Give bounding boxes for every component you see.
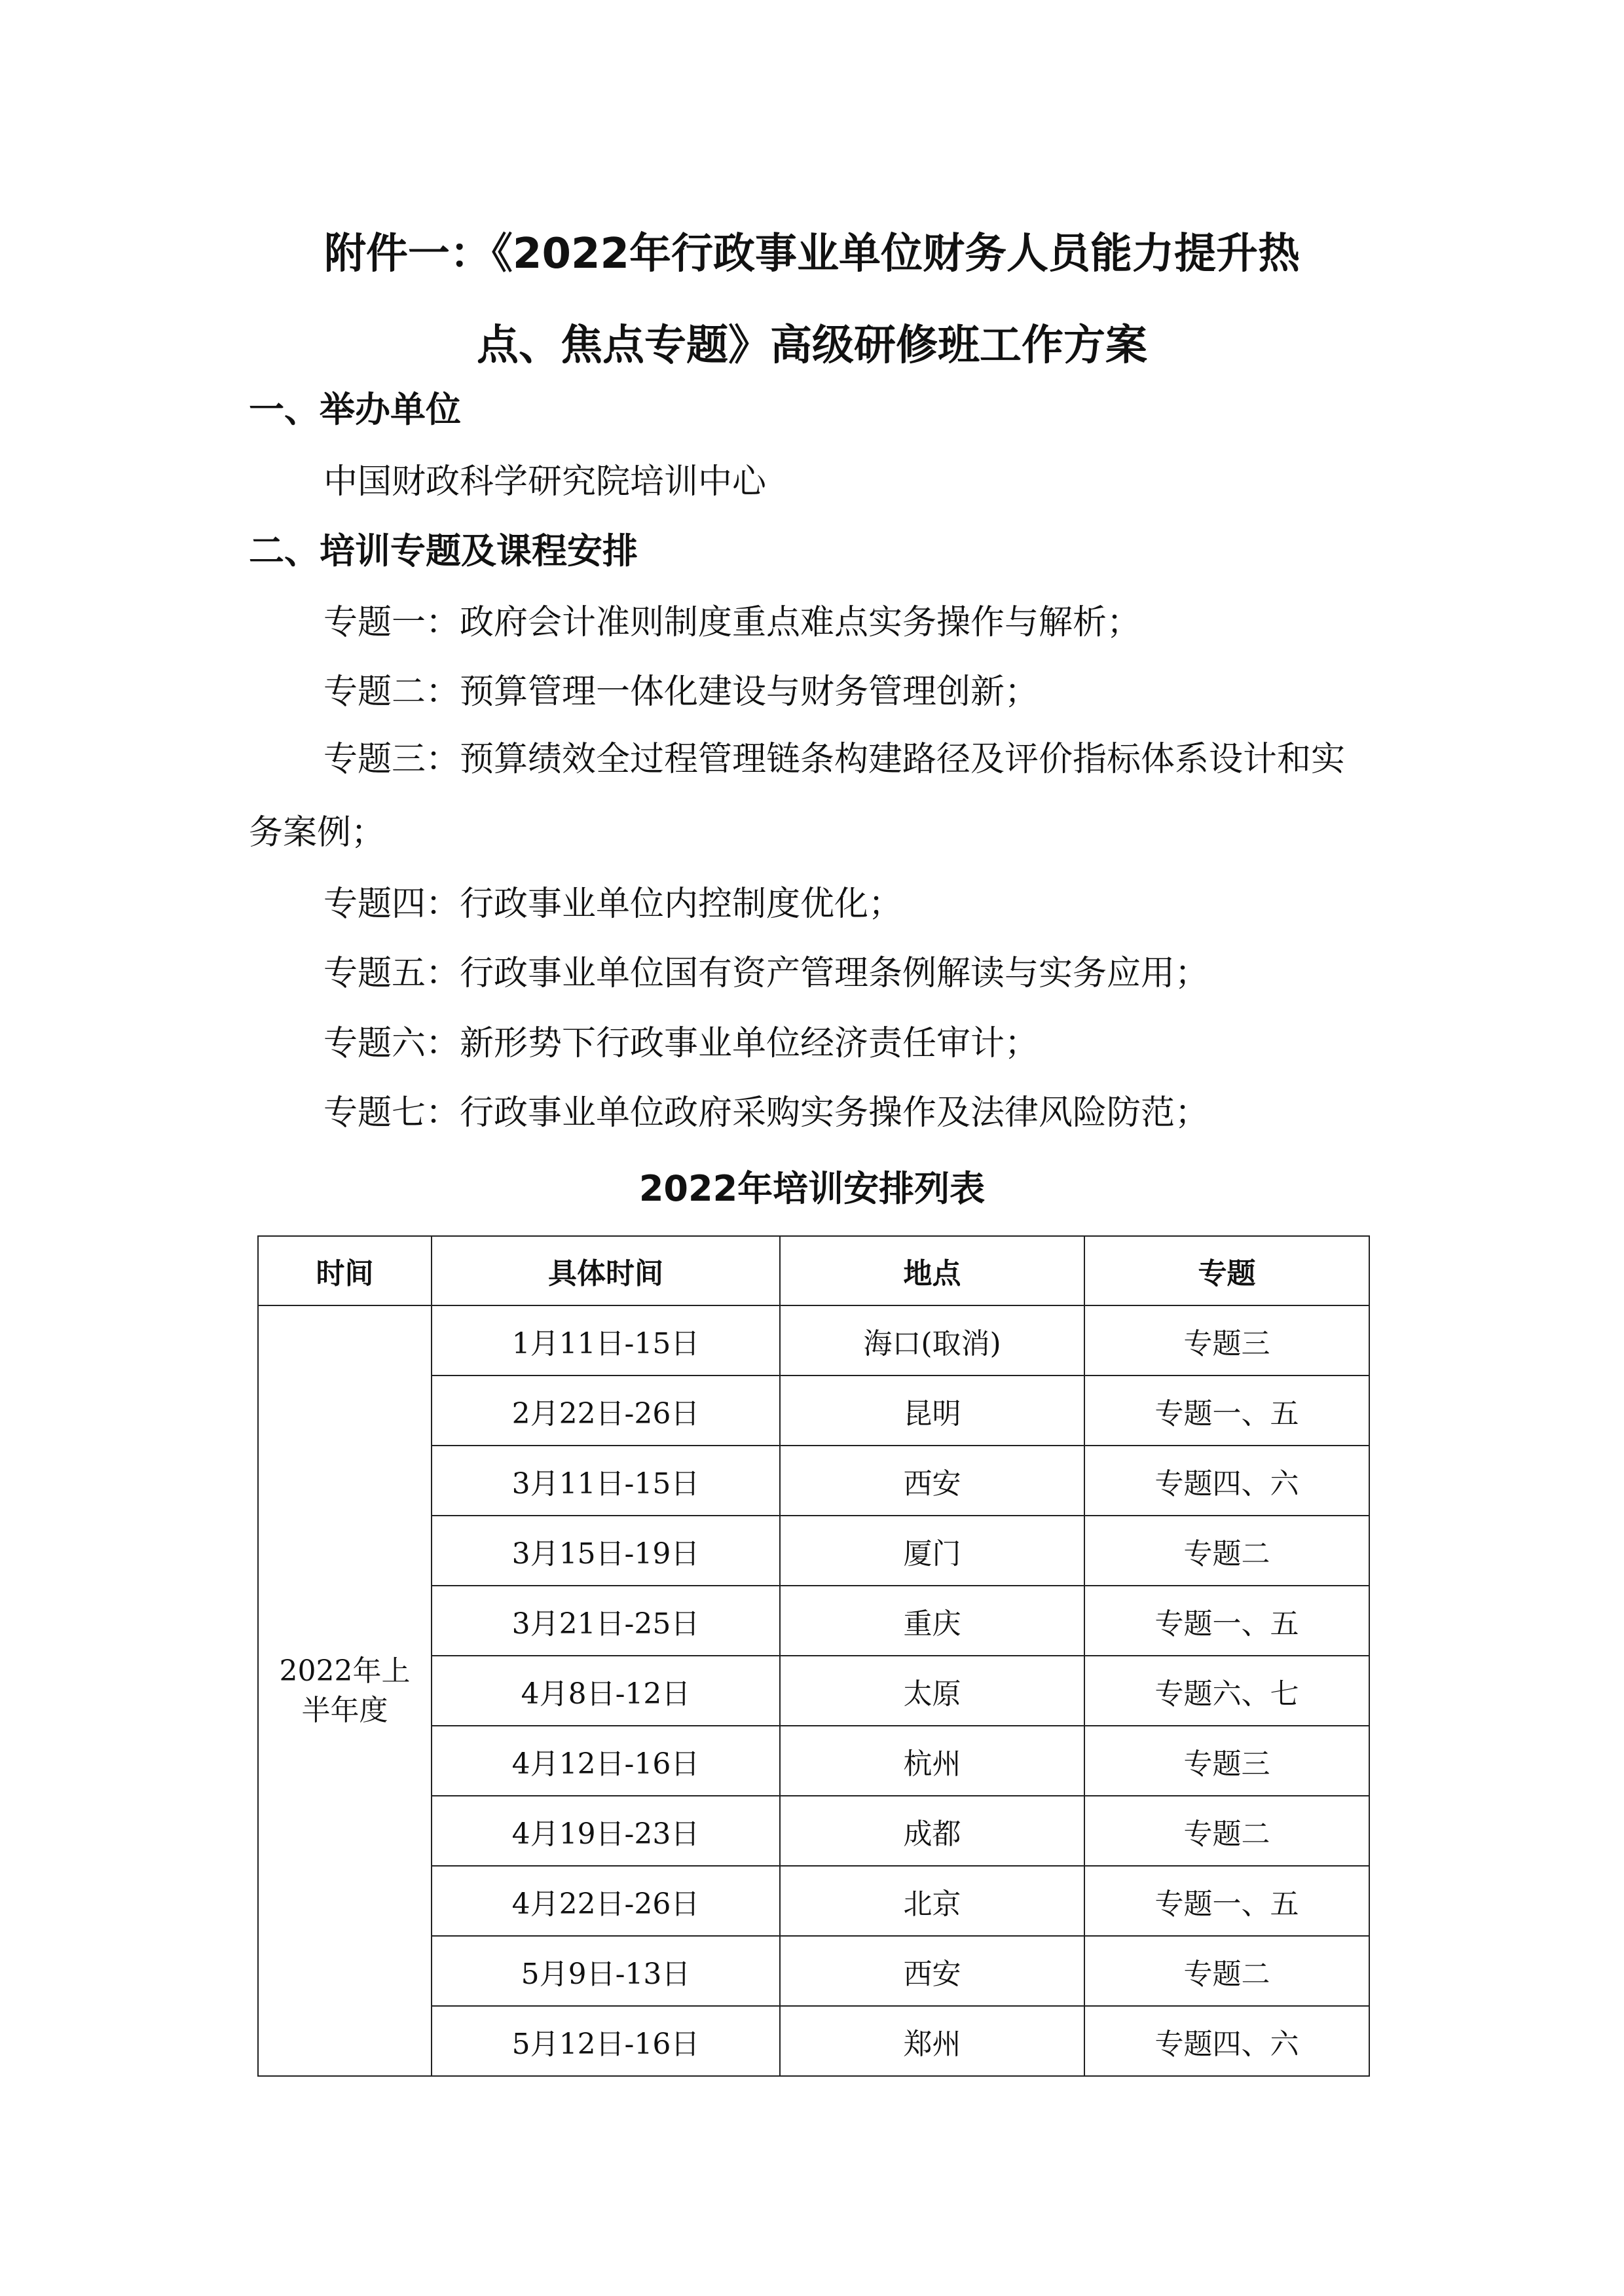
header-period: 时间 [258,1236,432,1305]
row-topic: 专题二 [1084,1796,1369,1866]
row-location: 海口(取消) [780,1305,1084,1376]
row-location: 厦门 [780,1516,1084,1586]
period-label: 2022年上半年度 [279,1654,411,1727]
title-line-1: 附件一：《2022年行政事业单位财务人员能力提升热 [323,230,1301,278]
row-dates: 5月12日-16日 [432,2006,780,2076]
row-location: 太原 [780,1656,1084,1726]
organizer-name: 中国财政科学研究院培训中心 [323,462,767,501]
row-location: 西安 [780,1446,1084,1516]
header-dates: 具体时间 [432,1236,780,1305]
header-location: 地点 [780,1236,1084,1305]
table-row [258,1305,1369,1376]
topic-item-6: 专题六：新形势下行政事业单位经济责任审计； [323,1024,1039,1063]
topic-item-1: 专题一：政府会计准则制度重点难点实务操作与解析； [323,603,1141,642]
row-dates: 3月21日-25日 [432,1586,780,1656]
row-location: 北京 [780,1866,1084,1936]
table-caption: 2022年培训安排列表 [638,1168,986,1209]
header-topic: 专题 [1084,1236,1369,1305]
row-location: 西安 [780,1936,1084,2006]
topic-item-3: 专题三：预算绩效全过程管理链条构建路径及评价指标体系设计和实务案例； [249,740,1346,852]
row-dates: 3月11日-15日 [432,1446,780,1516]
row-dates: 5月9日-13日 [432,1936,780,2006]
row-location: 杭州 [780,1726,1084,1796]
row-topic: 专题三 [1084,1305,1369,1376]
section-heading-topics: 二、培训专题及课程安排 [249,530,638,572]
row-location: 重庆 [780,1586,1084,1656]
row-topic: 专题四、六 [1084,1446,1369,1516]
title-line-2: 点、焦点专题》高级研修班工作方案 [477,321,1147,370]
row-topic: 专题一、五 [1084,1586,1369,1656]
row-location: 成都 [780,1796,1084,1866]
row-topic: 专题二 [1084,1516,1369,1586]
row-location: 郑州 [780,2006,1084,2076]
row-dates: 3月15日-19日 [432,1516,780,1586]
topic-item-2: 专题二：预算管理一体化建设与财务管理创新； [323,672,1039,712]
period-cell [258,1305,432,2076]
row-topic: 专题二 [1084,1936,1369,2006]
schedule-table [257,1235,1370,2077]
topic-item-7: 专题七：行政事业单位政府采购实务操作及法律风险防范； [323,1093,1209,1133]
table-header-row [258,1236,1369,1305]
row-topic: 专题四、六 [1084,2006,1369,2076]
row-dates: 4月12日-16日 [432,1726,780,1796]
row-dates: 4月19日-23日 [432,1796,780,1866]
row-dates: 4月8日-12日 [432,1656,780,1726]
row-topic: 专题三 [1084,1726,1369,1796]
row-topic: 专题一、五 [1084,1866,1369,1936]
row-dates: 4月22日-26日 [432,1866,780,1936]
row-dates: 1月11日-15日 [432,1305,780,1376]
row-topic: 专题一、五 [1084,1376,1369,1446]
row-topic: 专题六、七 [1084,1656,1369,1726]
topic-item-5: 专题五：行政事业单位国有资产管理条例解读与实务应用； [323,954,1209,993]
topic-item-4: 专题四：行政事业单位内控制度优化； [323,884,903,924]
document-title [249,208,1375,392]
row-dates: 2月22日-26日 [432,1376,780,1446]
section-heading-organizer: 一、举办单位 [249,389,461,430]
row-location: 昆明 [780,1376,1084,1446]
